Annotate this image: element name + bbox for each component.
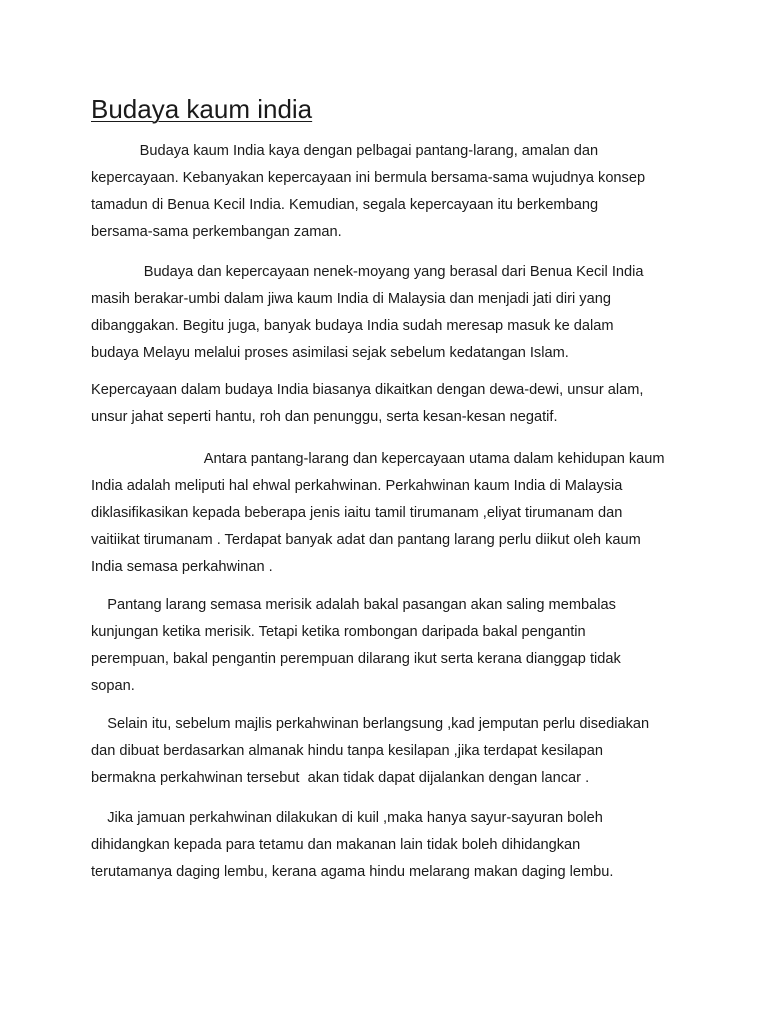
paragraph-line: Budaya dan kepercayaan nenek-moyang yang berasal dari Benua Kecil India: [91, 264, 644, 280]
paragraph-line: India semasa perkahwinan .: [91, 559, 273, 575]
paragraph-line: tamadun di Benua Kecil India. Kemudian, segala kepercayaan itu berkembang: [91, 197, 599, 213]
paragraph-line: perempuan, bakal pengantin perempuan dilarang ikut serta kerana dianggap tidak: [91, 651, 621, 667]
paragraph-line: Jika jamuan perkahwinan dilakukan di kuil ,maka hanya sayur-sayuran boleh: [91, 810, 603, 826]
paragraph-line: Kepercayaan dalam budaya India biasanya dikaitkan dengan dewa-dewi, unsur alam,: [91, 382, 644, 398]
paragraph-line: vaitiikat tirumanam . Terdapat banyak adat dan pantang larang perlu diikut oleh kaum: [91, 532, 641, 548]
paragraph-line: Antara pantang-larang dan kepercayaan utama dalam kehidupan kaum: [91, 451, 665, 467]
paragraph-line: dihidangkan kepada para tetamu dan makanan lain tidak boleh dihidangkan: [91, 837, 581, 853]
paragraph-line: kepercayaan. Kebanyakan kepercayaan ini bermula bersama-sama wujudnya konsep: [91, 170, 646, 186]
paragraph-7: [91, 805, 691, 886]
paragraph-line: kunjungan ketika merisik. Tetapi ketika rombongan daripada bakal pengantin: [91, 624, 586, 640]
paragraph-line: Pantang larang semasa merisik adalah bakal pasangan akan saling membalas: [91, 597, 616, 613]
paragraph-5: [91, 592, 691, 700]
paragraph-line: Budaya kaum India kaya dengan pelbagai pantang-larang, amalan dan: [91, 143, 599, 159]
paragraph-line: India adalah meliputi hal ehwal perkahwinan. Perkahwinan kaum India di Malaysia: [91, 478, 623, 494]
paragraph-2: [91, 259, 691, 367]
paragraph-line: unsur jahat seperti hantu, roh dan penunggu, serta kesan-kesan negatif.: [91, 409, 558, 425]
paragraph-6: [91, 711, 691, 792]
paragraph-line: dibanggakan. Begitu juga, banyak budaya India sudah meresap masuk ke dalam: [91, 318, 614, 334]
paragraph-line: masih berakar-umbi dalam jiwa kaum India di Malaysia dan menjadi jati diri yang: [91, 291, 611, 307]
paragraph-line: terutamanya daging lembu, kerana agama hindu melarang makan daging lembu.: [91, 864, 614, 880]
paragraph-line: bersama-sama perkembangan zaman.: [91, 224, 342, 240]
paragraph-line: dan dibuat berdasarkan almanak hindu tanpa kesilapan ,jika terdapat kesilapan: [91, 743, 603, 759]
paragraph-3: [91, 377, 691, 431]
document-title: Budaya kaum india: [91, 94, 313, 124]
paragraph-line: Selain itu, sebelum majlis perkahwinan berlangsung ,kad jemputan perlu disediakan: [91, 716, 650, 732]
paragraph-line: sopan.: [91, 678, 135, 694]
paragraph-line: bermakna perkahwinan tersebut akan tidak dapat dijalankan dengan lancar .: [91, 770, 590, 786]
paragraph-4: [91, 446, 691, 581]
paragraph-line: diklasifikasikan kepada beberapa jenis iaitu tamil tirumanam ,eliyat tirumanam dan: [91, 505, 623, 521]
paragraph-1: [91, 138, 691, 246]
paragraph-line: budaya Melayu melalui proses asimilasi sejak sebelum kedatangan Islam.: [91, 345, 569, 361]
